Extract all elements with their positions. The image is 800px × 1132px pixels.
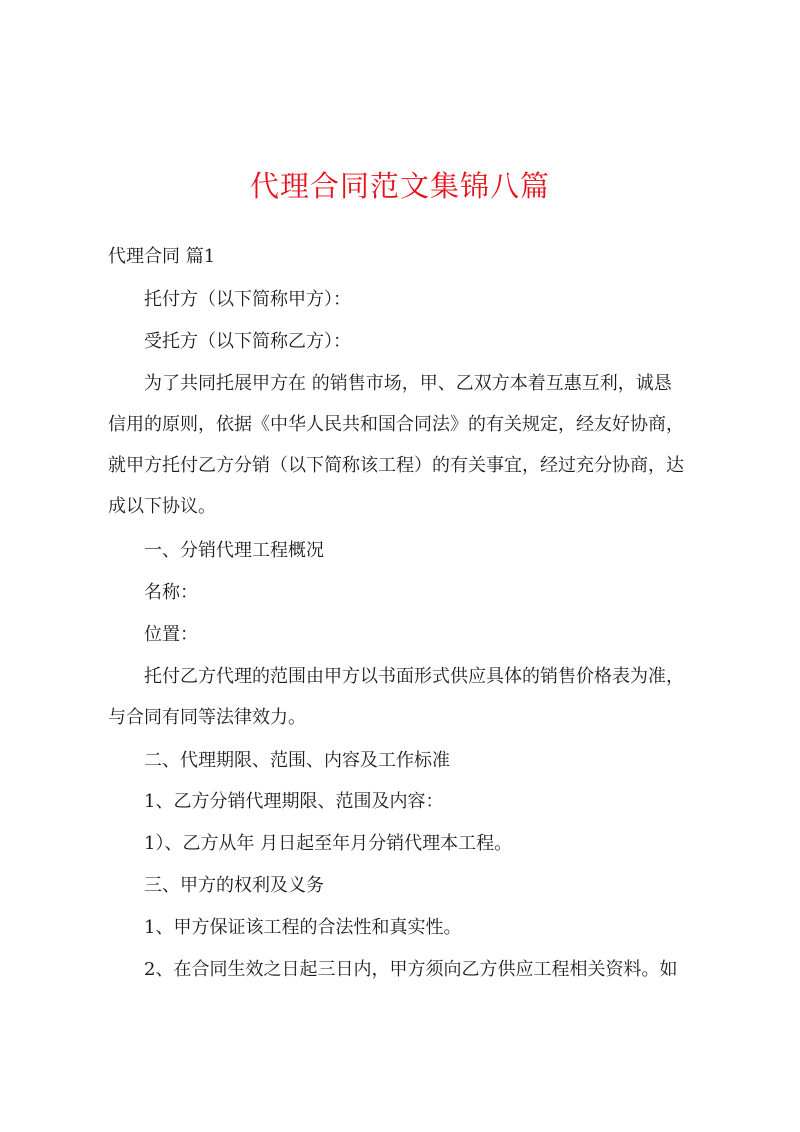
paragraph-scope bbox=[108, 656, 703, 738]
paragraph-line: 信用的原则，依据《中华人民共和国合同法》的有关规定，经友好协商， bbox=[108, 414, 684, 435]
paragraph-materials: 2、在合同生效之日起三日内，甲方须向乙方供应工程相关资料。如 bbox=[108, 959, 678, 980]
paragraph-term-scope: 1、乙方分销代理期限、范围及内容： bbox=[108, 791, 444, 812]
section-party-a-rights: 三、甲方的权利及义务 bbox=[108, 875, 324, 896]
section-overview: 一、分销代理工程概况 bbox=[108, 540, 324, 561]
paragraph-agent: 受托方（以下简称乙方）： bbox=[108, 331, 351, 352]
paragraph-line: 为了共同托展甲方在 的销售市场，甲、乙双方本着互惠互利，诚恳 bbox=[108, 373, 672, 394]
paragraph-name: 名称： bbox=[108, 582, 198, 603]
paragraph-line: 成以下协议。 bbox=[108, 496, 216, 517]
paragraph-purpose bbox=[108, 363, 703, 527]
paragraph-line: 托付乙方代理的范围由甲方以书面形式供应具体的销售价格表为准， bbox=[108, 666, 684, 687]
paragraph-line: 就甲方托付乙方分销（以下简称该工程）的有关事宜，经过充分协商，达 bbox=[108, 455, 684, 476]
section-heading: 代理合同 篇1 bbox=[108, 246, 216, 267]
paragraph-legality: 1、甲方保证该工程的合法性和真实性。 bbox=[108, 917, 462, 938]
paragraph-client: 托付方（以下简称甲方）： bbox=[108, 289, 351, 310]
section-term: 二、代理期限、范围、内容及工作标准 bbox=[108, 750, 450, 771]
paragraph-location: 位置： bbox=[108, 624, 198, 645]
document-title: 代理合同范文集锦八篇 bbox=[249, 169, 550, 203]
paragraph-term-dates: 1）、乙方从年 月日起至年月分销代理本工程。 bbox=[108, 833, 513, 854]
paragraph-line: 与合同有同等法律效力。 bbox=[108, 707, 306, 728]
